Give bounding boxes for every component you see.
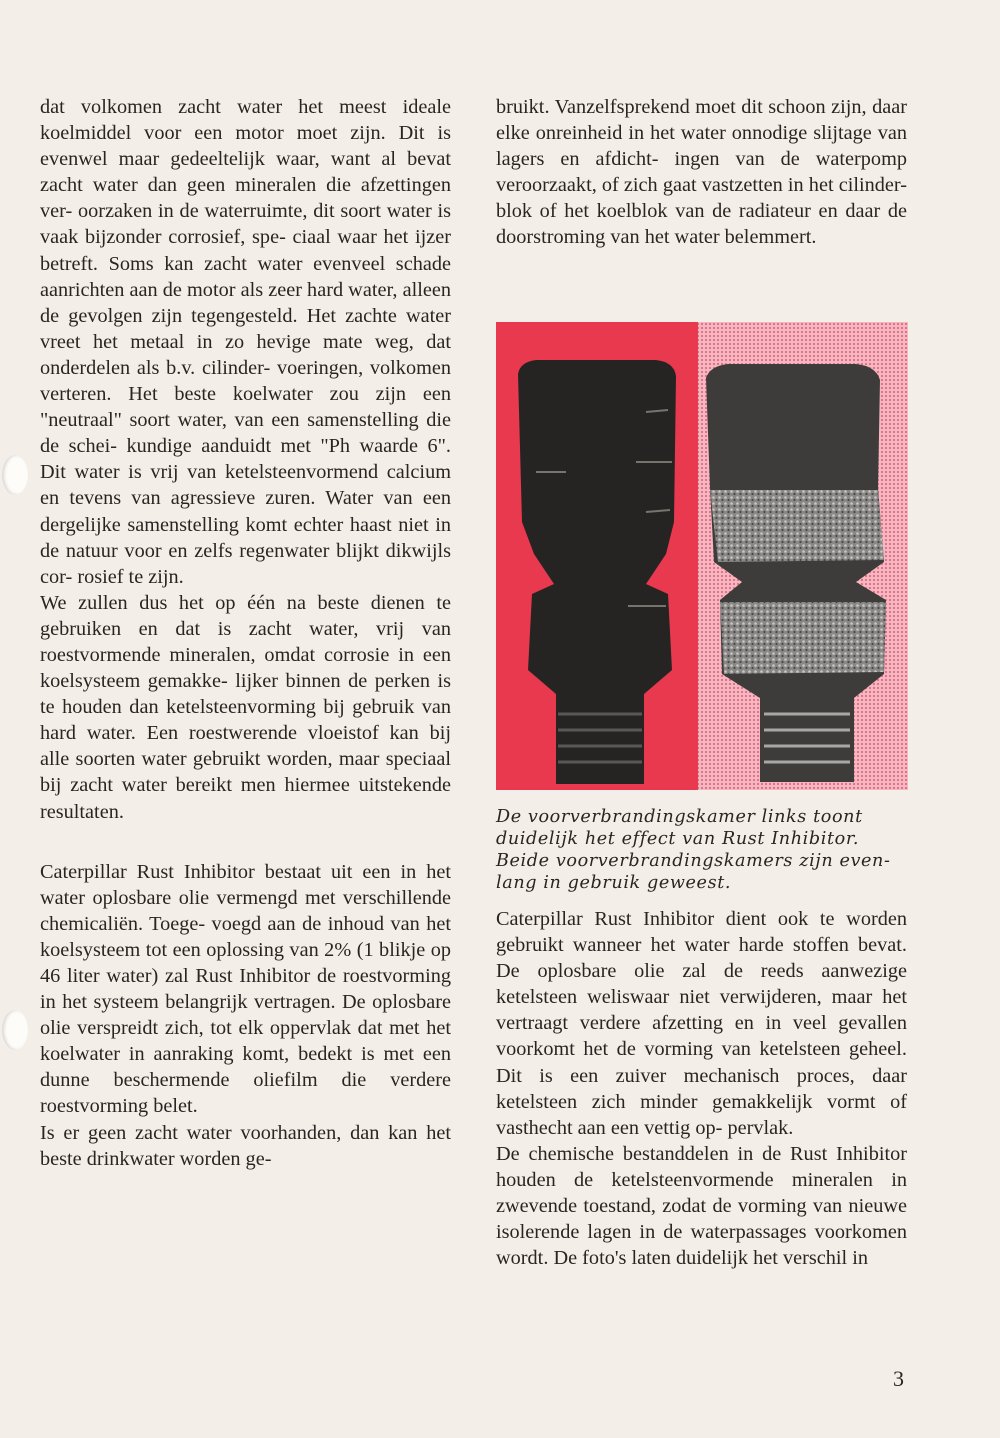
right-text-column-top [496, 94, 907, 251]
punch-hole [2, 455, 28, 495]
paragraph: Caterpillar Rust Inhibitor bestaat uit een in het water oplosbare olie vermengd met verschillende chemicaliën. Toege- voegd aan de inhoud van het koelsysteem tot een oplossing van 2% (1 blikje op 46 liter water) zal Rust Inhibitor de roestvorming in het systeem belangrijk vertragen. De oplosbare olie verspreidt zich, tot elk oppervlak dat met het koelwater in aanraking komt, bedekt is met een dunne beschermende oliefilm die verdere roestvorming belet. [40, 860, 451, 1118]
prechamber-comparison-photo [496, 322, 908, 790]
paragraph: bruikt. Vanzelfsprekend moet dit schoon zijn, daar elke onreinheid in het water onnodige slijtage van lagers en afdicht- ingen van de waterpomp veroorzaakt, of zich gaat vastzetten in het cilinder- blok of het koelblok van de radiateur en daar de doorstroming van het water belemmert. [496, 96, 907, 249]
punch-hole [2, 1010, 28, 1050]
page-number: 3 [893, 1366, 904, 1391]
photo-caption: De voorverbrandingskamer links toont duidelijk het effect van Rust Inhibitor. Beide voorverbrandingskamers zijn even- lang in gebruik geweest. [496, 807, 891, 893]
paragraph: dat volkomen zacht water het meest ideale koelmiddel voor een motor moet zijn. Dit is evenwel maar gedeeltelijk waar, want al bevat zacht water dan geen mineralen die afzettingen ver- oorzaken in de waterruimte, dit soort water is vaak bijzonder corrosief, spe- ciaal waar het ijzer betreft. Soms kan zacht water evenveel schade aanrichten aan de motor als zeer hard water, alleen de gevolgen zijn tegengesteld. Het zachte water vreet het metaal in zo hevige mate weg, dat onderdelen als b.v. cilinder- voeringen, volkomen verteren. Het beste koelwater zou zijn een "neutraal" soort water, van een samenstelling die de schei- kundige aanduidt met "Ph waarde 6". Dit water is vrij van ketelsteenvormend calcium en tevens van agressieve zuren. Water van een dergelijke samenstelling komt echter haast niet in de natuur voor en zelfs regenwater blijkt dikwijls cor- rosief te zijn. [40, 96, 451, 588]
left-text-column [40, 94, 451, 1172]
paragraph: Caterpillar Rust Inhibitor dient ook te worden gebruikt wanneer het water harde stoffen bevat. De oplosbare olie zal de reeds aanwezige ketelsteen weliswaar niet verwijderen, maar het vertraagt verdere afzetting en in veel gevallen voorkomt het de vorming van ketelsteen geheel. Dit is een zuiver mechanisch proces, daar ketelsteen zich minder gemakkelijk vormt of vasthecht aan een vettig op- pervlak. [496, 908, 907, 1139]
paragraph: Is er geen zacht water voorhanden, dan kan het beste drinkwater worden ge- [40, 1121, 451, 1170]
paragraph: We zullen dus het op één na beste dienen te gebruiken en dat is zacht water, vrij van roestvormende mineralen, omdat corrosie in een koelsysteem gemakke- lijker binnen de perken is te houden dan ketelsteenvorming bij gebruik van hard water. Een roestwerende vloeistof kan bij alle soorten water gebruikt worden, maar speciaal bij zacht water bereikt men hiermee uitstekende resultaten. [40, 591, 451, 823]
right-text-column-bottom [496, 906, 907, 1271]
paragraph: De chemische bestanddelen in de Rust Inhibitor houden de ketelsteenvormende mineralen in zwevende toestand, zodat de vorming van nieuwe isolerende lagen in de waterpassages voorkomen wordt. De foto's laten duidelijk het verschil in [496, 1142, 907, 1270]
